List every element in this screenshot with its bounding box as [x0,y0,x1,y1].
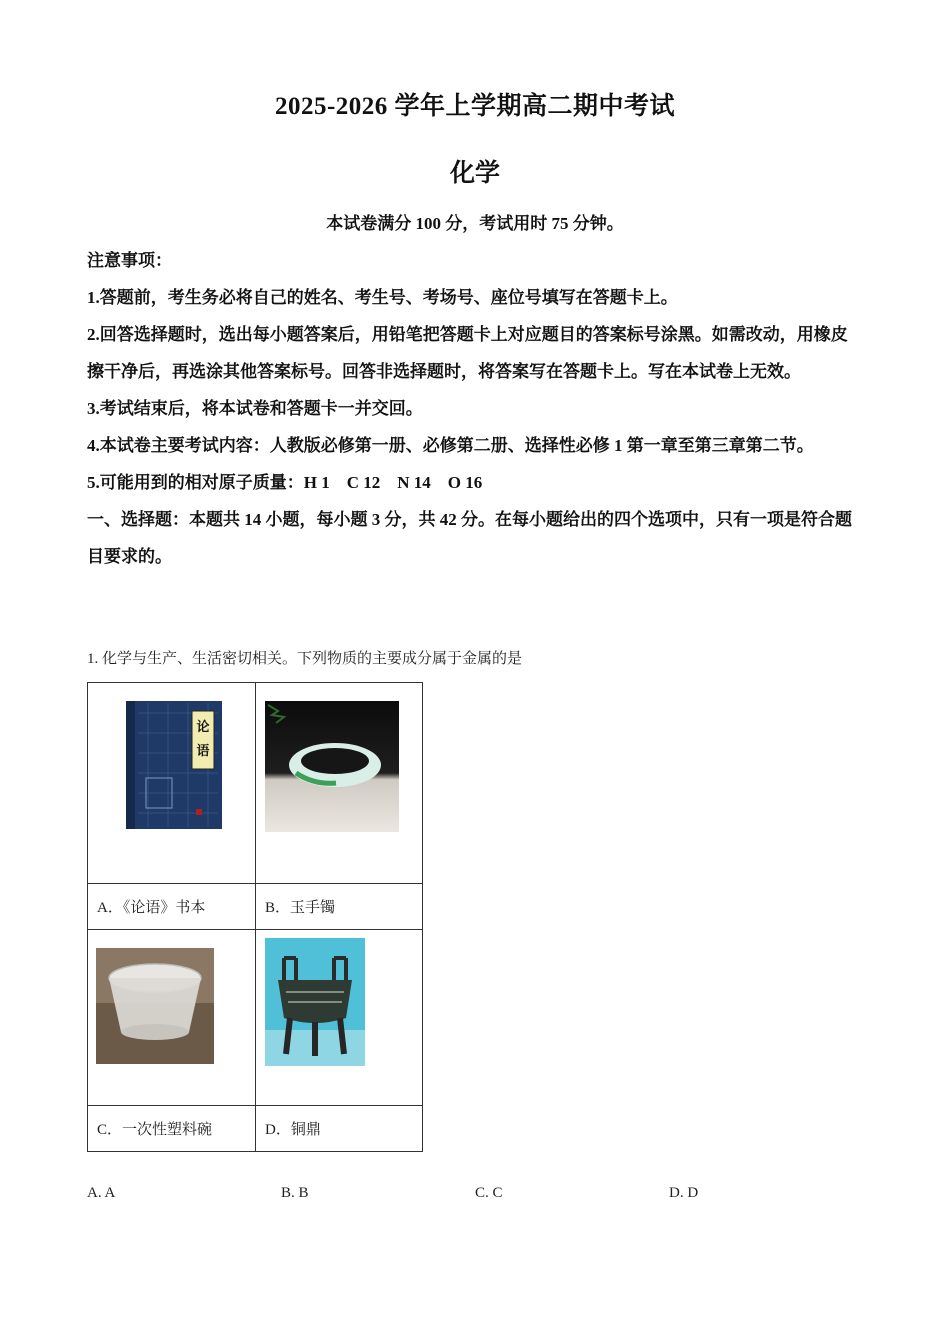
options-table [87,682,423,1152]
option-b-label: B．玉手镯 [256,884,423,930]
notes-heading: 注意事项： [87,251,172,270]
exam-notes [87,242,855,575]
plastic-bowl-image [88,930,254,1100]
note-item: 5.可能用到的相对原子质量：H 1 C 12 N 14 O 16 [87,473,483,492]
note-item: 1.答题前，考生务必将自己的姓名、考生号、考场号、座位号填写在答题卡上。 [87,288,678,307]
book-cover-char-1: 论 [196,720,210,735]
book-cover-char-2: 语 [196,744,210,759]
answer-choice-c[interactable]: C. C [475,1185,503,1201]
question-1-stem: 1. 化学与生产、生活密切相关。下列物质的主要成分属于金属的是 [87,651,523,667]
option-d-label: D．铜鼎 [256,1106,423,1152]
jade-bracelet-image [256,683,404,878]
answer-choice-d[interactable]: D. D [669,1185,699,1201]
exam-subject: 化学 [449,160,500,187]
note-item: 4.本试卷主要考试内容：人教版必修第一册、必修第二册、选择性必修 1 第一章至第三章第二节。 [87,436,814,455]
option-b-image-cell [256,683,423,884]
section-heading: 一、选择题：本题共 14 小题，每小题 3 分，共 42 分。在每小题给出的四个选项中，只有一项是符合题目要求的。 [87,510,852,566]
option-c-label: C．一次性塑料碗 [88,1106,256,1152]
option-a-image-cell [88,683,256,884]
note-item: 2.回答选择题时，选出每小题答案后，用铅笔把答题卡上对应题目的答案标号涂黑。如需改动，用橡皮擦干净后，再选涂其他答案标号。回答非选择题时，将答案写在答题卡上。写在本试卷上无效。 [87,325,848,381]
option-d-image-cell [256,930,423,1106]
answer-choice-a[interactable]: A. A [87,1185,116,1201]
answer-choice-b[interactable]: B. B [281,1185,309,1201]
option-c-image-cell [88,930,256,1106]
note-item: 3.考试结束后，将本试卷和答题卡一并交回。 [87,399,423,418]
book-image [88,683,254,878]
exam-info: 本试卷满分 100 分，考试用时 75 分钟。 [326,214,624,233]
exam-title: 2025-2026 学年上学期高二期中考试 [274,93,676,120]
bronze-ding-image [256,930,404,1100]
option-a-label: A．《论语》书本 [88,884,256,930]
